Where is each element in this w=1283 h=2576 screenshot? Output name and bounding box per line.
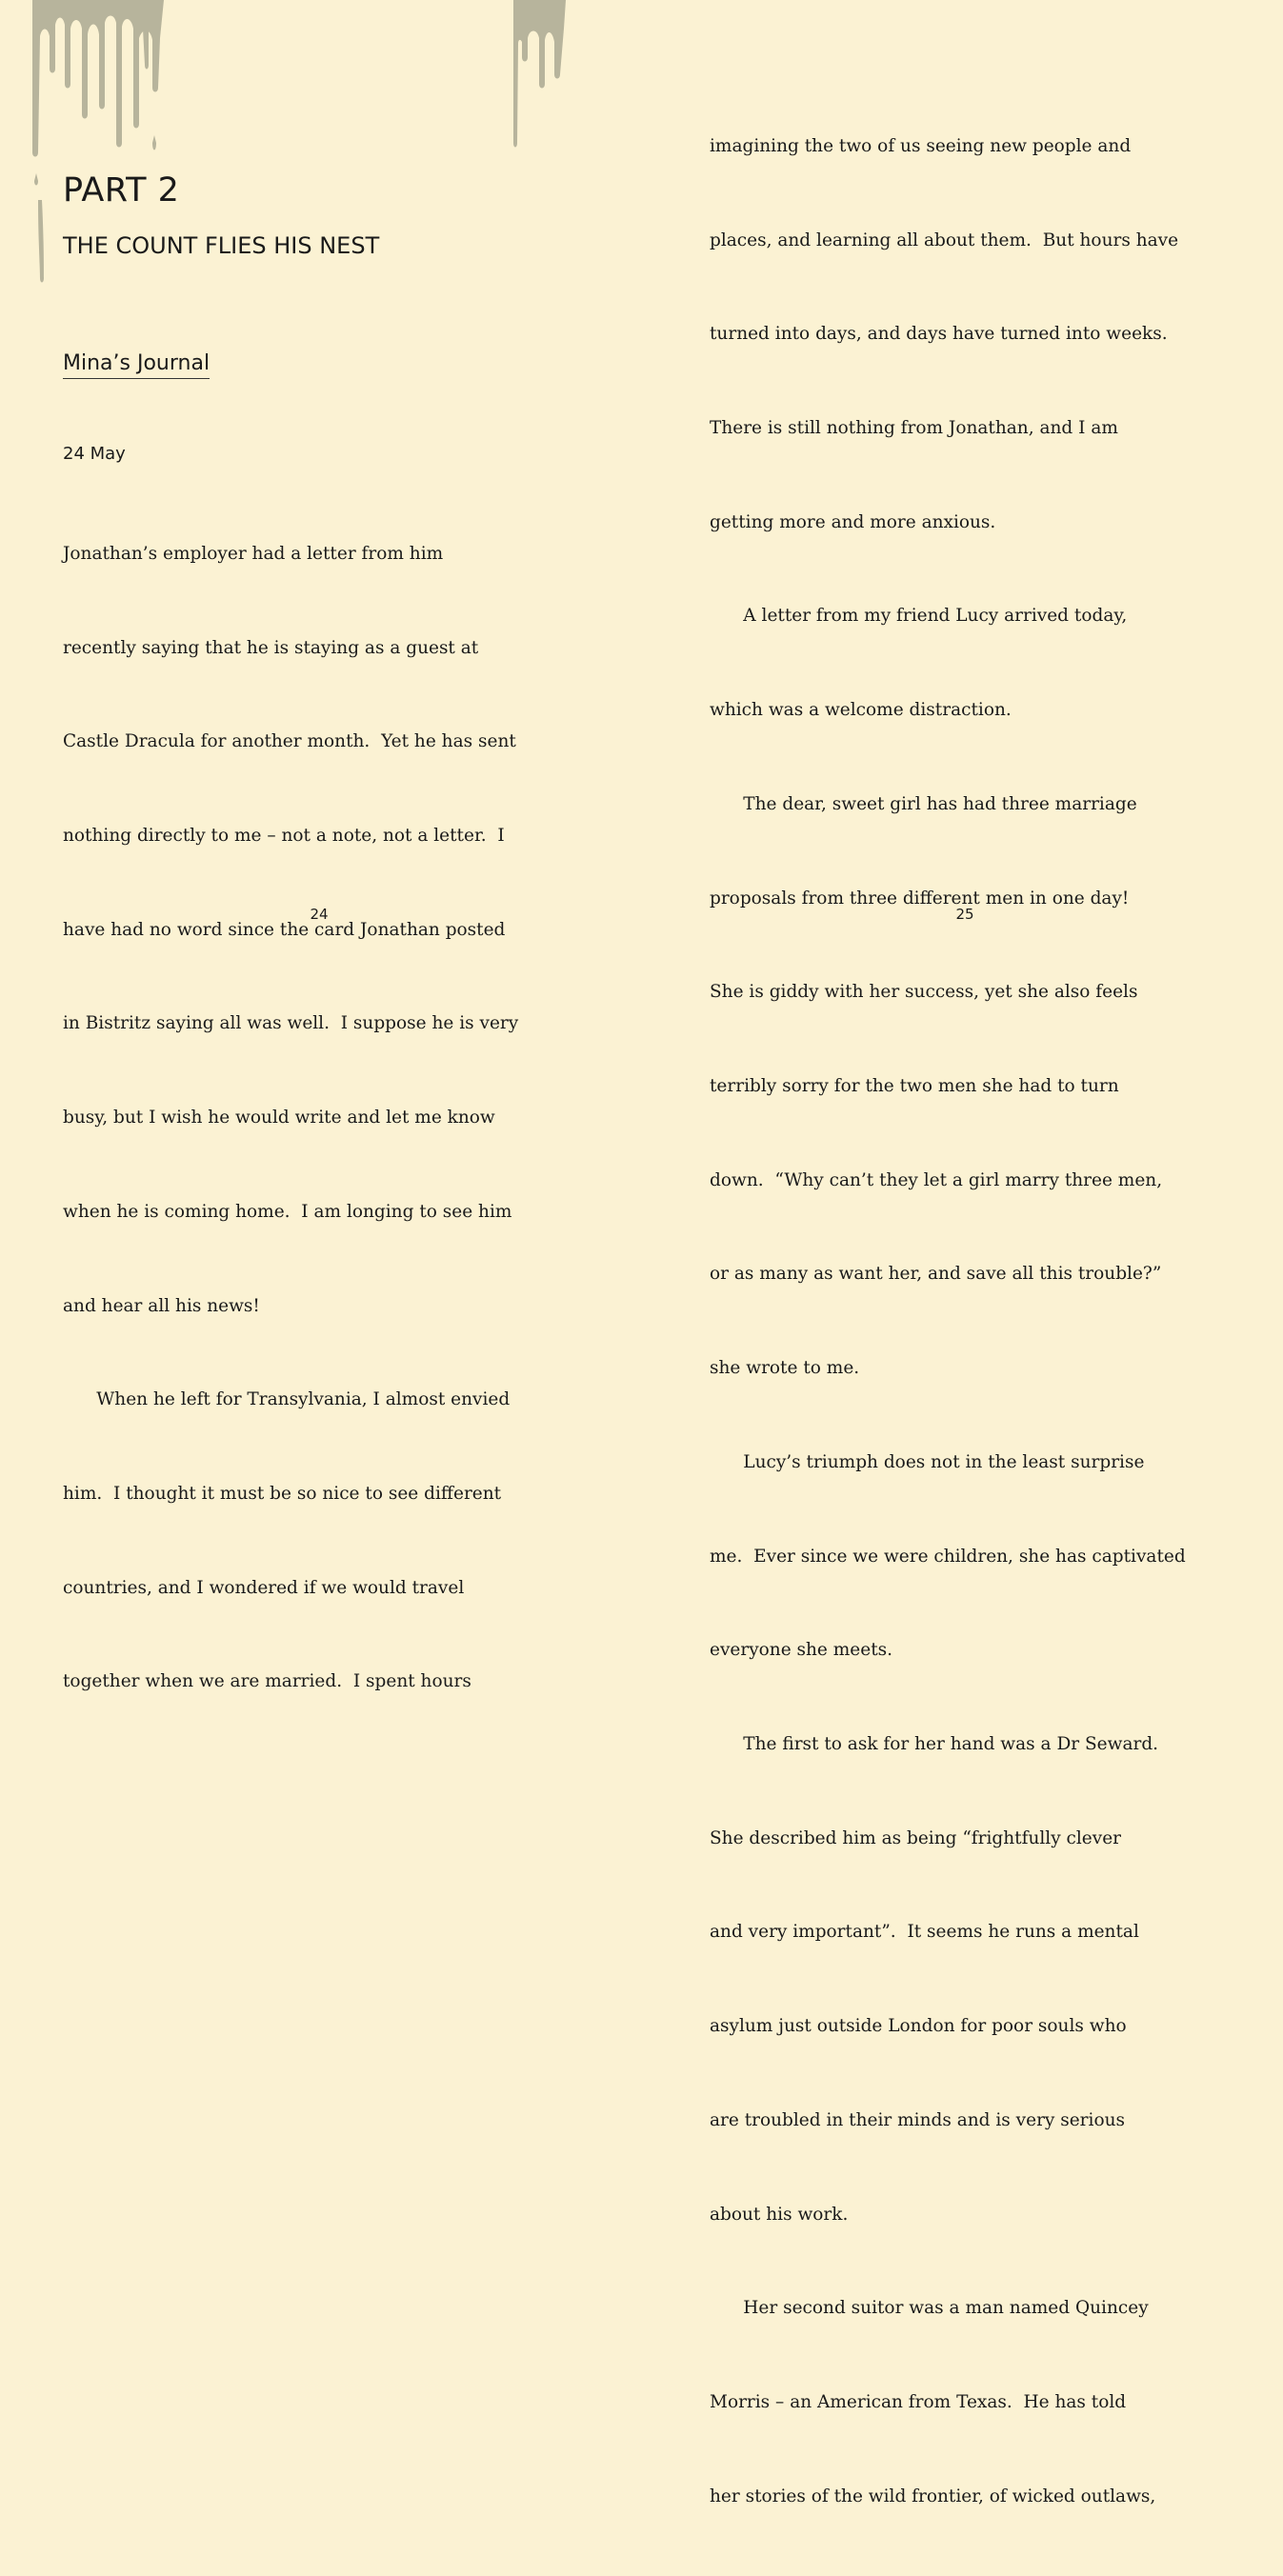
text-line: are troubled in their minds and is very serious [710,2109,1125,2130]
text-line: or as many as want her, and save all this trouble?” [710,1264,1162,1285]
right-page-body [710,69,1186,2576]
text-line: The dear, sweet girl has had three marriage [710,793,1137,814]
text-line: her stories of the wild frontier, of wicked outlaws, [710,2486,1156,2506]
text-line: A letter from my friend Lucy arrived today, [710,606,1128,627]
text-line: busy, but I wish he would write and let me know [63,1108,495,1128]
text-line: down. “Why can’t they let a girl marry three men, [710,1169,1163,1190]
text-line: getting more and more anxious. [710,511,996,532]
text-line: and very important”. It seems he runs a mental [710,1922,1139,1943]
text-line: proposals from three different men in one day! [710,888,1130,909]
text-line: places, and learning all about them. But hours have [710,230,1179,250]
text-line: and hear all his news! [63,1295,260,1316]
text-line: which was a welcome distraction. [710,700,1012,721]
text-line: in Bistritz saying all was well. I suppose he is very [63,1013,519,1034]
left-page-body [63,476,518,1761]
text-line: recently saying that he is staying as a guest at [63,637,479,658]
text-line: him. I thought it must be so nice to see different [63,1484,502,1504]
text-line: nothing directly to me – not a note, not a letter. I [63,825,505,846]
text-line: when he is coming home. I am longing to see him [63,1201,512,1222]
text-line: Lucy’s triumph does not in the least surprise [710,1451,1145,1472]
text-line: Her second suitor was a man named Quincey [710,2298,1149,2319]
journal-entry-date: 24 May [63,444,126,464]
text-line: When he left for Transylvania, I almost envied [63,1389,511,1410]
text-line: countries, and I wondered if we would travel [63,1577,465,1598]
text-line: imagining the two of us seeing new people and [710,135,1132,156]
text-line: terribly sorry for the two men she had to turn [710,1076,1119,1096]
text-line: together when we are married. I spent hours [63,1671,471,1692]
page-number-left: 24 [310,906,329,923]
text-line: The first to ask for her hand was a Dr Seward. [710,1734,1159,1755]
text-line: me. Ever since we were children, she has captivated [710,1546,1186,1567]
text-line: Morris – an American from Texas. He has told [710,2392,1127,2413]
text-line: have had no word since the card Jonathan posted [63,919,506,940]
part-title: PART 2 [63,171,180,210]
text-line: asylum just outside London for poor souls who [710,2016,1127,2037]
page-number-right: 25 [955,906,974,923]
text-line: about his work. [710,2204,849,2225]
text-line: She is giddy with her success, yet she also feels [710,982,1138,1003]
section-heading: Mina’s Journal [63,351,210,379]
text-line: Castle Dracula for another month. Yet he has sent [63,731,516,752]
text-line: There is still nothing from Jonathan, and I am [710,417,1118,438]
part-subtitle: THE COUNT FLIES HIS NEST [63,232,380,259]
text-line: She described him as being “frightfully clever [710,1827,1121,1848]
text-line: turned into days, and days have turned into weeks. [710,324,1168,345]
text-line: Jonathan’s employer had a letter from him [63,543,444,564]
text-line: she wrote to me. [710,1358,860,1379]
text-line: everyone she meets. [710,1640,893,1661]
